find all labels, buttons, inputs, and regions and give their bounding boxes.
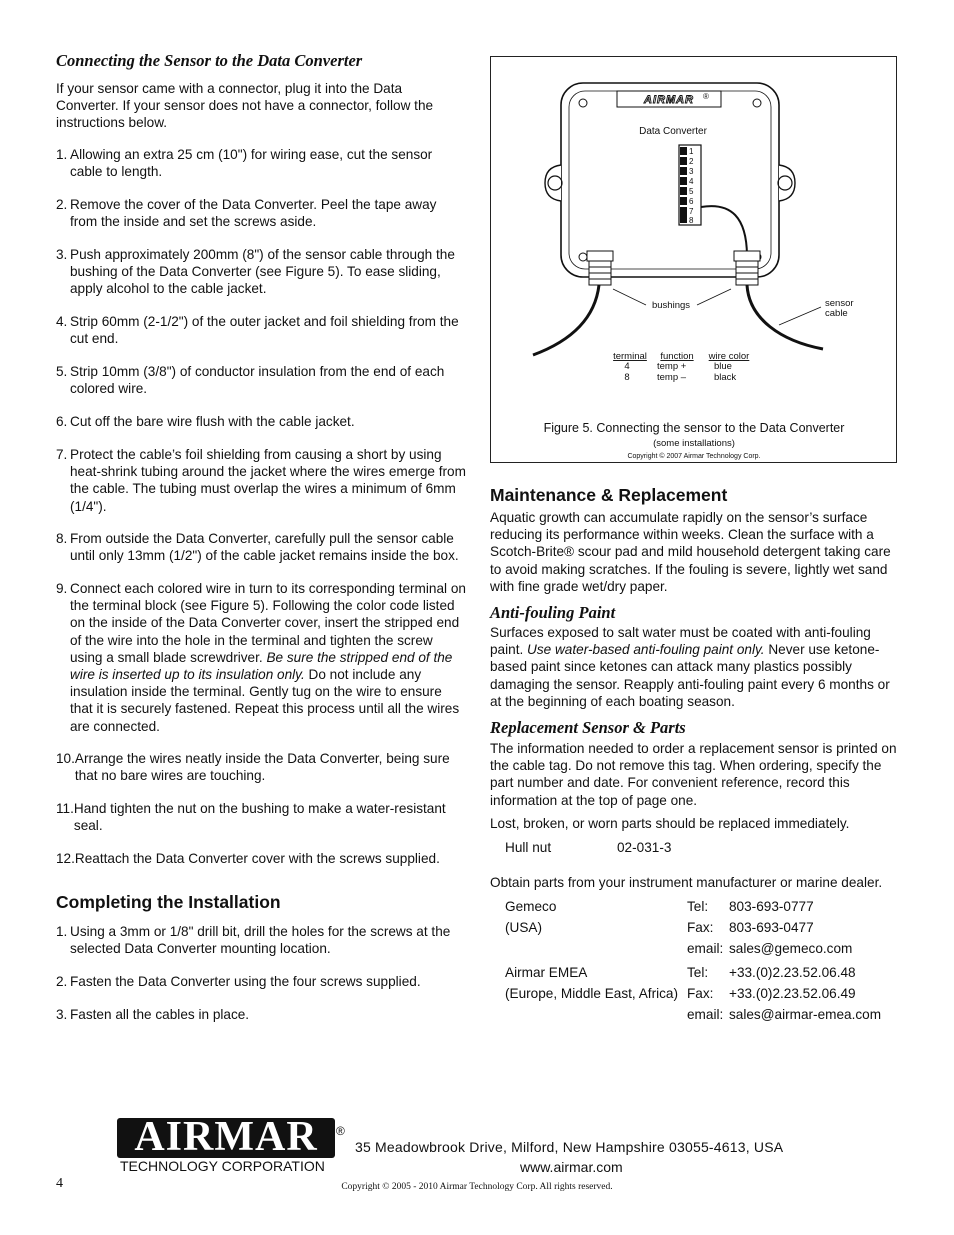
step-4: 4. Strip 60mm (2-1/2") of the outer jacket and foil shielding from the cut end.	[56, 314, 459, 347]
footer-logo: AIRMAR	[134, 1114, 318, 1160]
gemeco-email-label: email:	[687, 941, 724, 956]
terminal-7: 7	[689, 207, 694, 216]
footer-corp: TECHNOLOGY CORPORATION	[120, 1158, 325, 1174]
emea-fax-label: Fax:	[687, 986, 714, 1001]
step-6: 6. Cut off the bare wire flush with the cable jacket.	[56, 414, 355, 429]
device-label: Data Converter	[639, 126, 707, 137]
part-number: 02-031-3	[617, 840, 672, 855]
maintenance-paragraph: Aquatic growth can accumulate rapidly on the sensor’s surface reducing its performance within weeks. Clean the surface with a Scotch-Brite® scour pad and mild household detergent taking care to avoid making scratches. If the fouling is severe, lightly wet sand with fine grade wet/dry paper.	[490, 510, 891, 594]
step-8: 8. From outside the Data Converter, carefully pull the sensor cable until only 13mm (1/2") of the cable jacket remains inside the box.	[56, 531, 459, 564]
cable-right	[747, 285, 823, 349]
page-number: 4	[56, 1176, 63, 1191]
gemeco-tel: 803-693-0777	[729, 899, 814, 914]
bushings-leader-left	[613, 289, 646, 305]
gemeco-fax-label: Fax:	[687, 920, 714, 935]
gemeco-tel-label: Tel:	[687, 899, 709, 914]
part-name: Hull nut	[505, 840, 552, 855]
step-10: 10. Arrange the wires neatly inside the Data Converter, being sure that no bare wires are touching.	[56, 751, 450, 784]
header-function: function	[660, 351, 694, 362]
section-title-connecting: Connecting the Sensor to the Data Converter	[56, 51, 363, 70]
lost-parts-paragraph: Lost, broken, or worn parts should be replaced immediately.	[490, 816, 850, 831]
row2-function: temp –	[657, 372, 687, 383]
terminal-3: 3	[689, 167, 694, 176]
emea-tel: +33.(0)2.23.52.06.48	[729, 965, 856, 980]
bushings-label: bushings	[651, 300, 691, 311]
terminal-1: 1	[689, 147, 694, 156]
step-3: 3. Push approximately 200mm (8") of the sensor cable through the bushing of the Data Converter (see Figure 5). To ease sliding, apply alcohol to the cable jacket.	[56, 247, 455, 297]
header-terminal: terminal	[613, 351, 647, 362]
footer-website[interactable]: www.airmar.com	[520, 1159, 623, 1175]
step-5: 5. Strip 10mm (3/8") of conductor insulation from the end of each colored wire.	[56, 364, 445, 397]
figure-caption-sub: (some installations)	[653, 438, 735, 449]
figure-copyright: Copyright © 2007 Airmar Technology Corp.	[627, 453, 761, 460]
figure-5-box	[490, 56, 897, 463]
gemeco-name: Gemeco	[505, 899, 557, 914]
intro-paragraph: If your sensor came with a connector, plug it into the Data Converter. If your sensor does not have a connector, follow the instructions below.	[56, 81, 434, 131]
terminal-5: 5	[689, 187, 694, 196]
right-bushing	[734, 251, 760, 285]
step-9: 9. Connect each colored wire in turn to its corresponding terminal on the terminal block (see Figure 5). Following the color code listed on the inside of the Data Converter cover, insert the stripped end of the wire into the hole in the terminal and tighten the screw using a small blade screwdriver. Be sure the stripped end of the wire is inserted up to its insulation only. Do not include any insulation inside the terminal. Gently tug on the wire to ensure that it is securely fastened. Repeat this process until all the wires are connected.	[56, 581, 466, 734]
brand-logo: AIRMAR	[644, 94, 694, 106]
row1-function: temp +	[657, 361, 687, 372]
install-step-3: 3. Fasten all the cables in place.	[56, 1007, 250, 1022]
gemeco-fax: 803-693-0477	[729, 920, 814, 935]
antifouling-paragraph: Surfaces exposed to salt water must be coated with anti-fouling paint. Use water-based anti-fouling paint only. Never use ketone-based paint since ketones can attack many plastics possibly damaging the sensor. Reapply anti-fouling paint every 6 months or at the beginning of each boating season.	[490, 625, 890, 709]
sensor-cable-label-1: sensor	[825, 298, 854, 309]
install-step-1: 1. Using a 3mm or 1/8" drill bit, drill the holes for the screws at the selected Data Converter mounting location.	[56, 924, 451, 957]
footer-address: 35 Meadowbrook Drive, Milford, New Hampshire 03055-4613, USA	[355, 1139, 784, 1155]
section-title-replacement: Replacement Sensor & Parts	[490, 718, 686, 737]
figure-caption: Figure 5. Connecting the sensor to the Data Converter	[543, 421, 845, 435]
wiring-table	[613, 351, 749, 383]
emea-region: (Europe, Middle East, Africa)	[505, 986, 679, 1001]
sensor-cable-label-2: cable	[825, 308, 848, 319]
emea-email: sales@airmar-emea.com	[729, 1007, 882, 1022]
gemeco-email: sales@gemeco.com	[729, 941, 853, 956]
sensor-cable-leader	[779, 307, 821, 325]
step-12: 12. Reattach the Data Converter cover with the screws supplied.	[56, 851, 440, 866]
emea-fax: +33.(0)2.23.52.06.49	[729, 986, 856, 1001]
gemeco-region: (USA)	[505, 920, 543, 935]
row1-color: blue	[714, 361, 732, 372]
bushings-leader-right	[697, 289, 731, 305]
obtain-parts-paragraph: Obtain parts from your instrument manufacturer or marine dealer.	[490, 875, 883, 890]
brand-reg-mark: ®	[703, 92, 709, 101]
footer-logo-reg: ®	[336, 1124, 345, 1138]
replacement-paragraph: The information needed to order a replacement sensor is printed on the cable tag. Do not remove this tag. When ordering, specify the part number and date. For convenient reference, record this information at the top of page one.	[490, 741, 897, 808]
section-title-completing: Completing the Installation	[56, 892, 281, 912]
terminal-6: 6	[689, 197, 694, 206]
terminal-2: 2	[689, 157, 694, 166]
data-converter-diagram	[491, 57, 896, 462]
step-11: 11. Hand tighten the nut on the bushing to make a water-resistant seal.	[56, 801, 446, 834]
install-step-2: 2. Fasten the Data Converter using the four screws supplied.	[56, 974, 421, 989]
left-bushing	[587, 251, 613, 285]
step-7: 7. Protect the cable’s foil shielding from causing a short by using heat-shrink tubing around the jacket where the wires emerge from the cable. The tubing must overlap the wires a minimum of 6mm (1/4").	[56, 447, 466, 514]
emea-name: Airmar EMEA	[505, 965, 588, 980]
header-wire-color: wire color	[708, 351, 750, 362]
emea-email-label: email:	[687, 1007, 724, 1022]
section-title-maintenance: Maintenance & Replacement	[490, 485, 728, 505]
terminal-8: 8	[689, 216, 694, 225]
row2-color: black	[714, 372, 737, 383]
row1-terminal: 4	[624, 361, 630, 372]
cable-left	[533, 285, 599, 355]
step-1: 1. Allowing an extra 25 cm (10") for wiring ease, cut the sensor cable to length.	[56, 147, 433, 180]
step-2: 2. Remove the cover of the Data Converter. Peel the tape away from the inside and set the screws aside.	[56, 197, 437, 230]
row2-terminal: 8	[624, 372, 630, 383]
section-title-antifouling: Anti-fouling Paint	[490, 603, 616, 622]
terminal-screws	[680, 147, 687, 223]
footer-copyright: Copyright © 2005 - 2010 Airmar Technology Corp. All rights reserved.	[341, 1182, 613, 1192]
emea-tel-label: Tel:	[687, 965, 709, 980]
terminal-4: 4	[689, 177, 694, 186]
